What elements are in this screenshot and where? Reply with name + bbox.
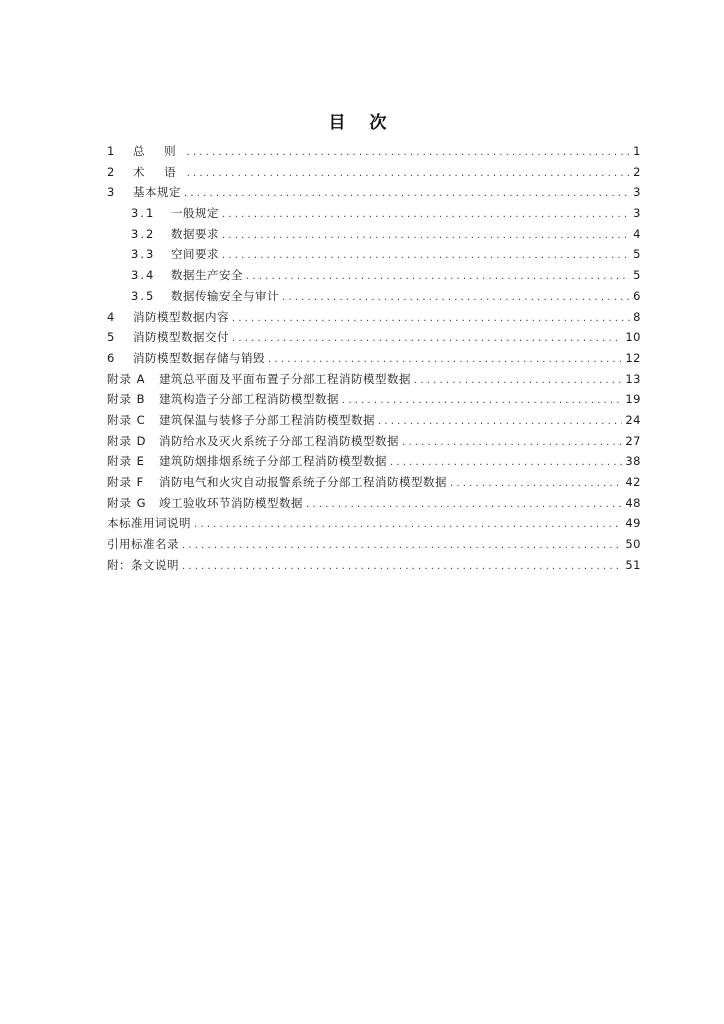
toc-dot-leader [232, 309, 630, 330]
toc-dot-leader [182, 557, 622, 578]
toc-page-number: 19 [625, 392, 641, 407]
toc-entry [107, 389, 641, 410]
toc-entry-title: 引用标准名录 [107, 537, 179, 552]
toc-entry-number: 附录 B [107, 392, 146, 407]
toc-entry [107, 327, 641, 348]
toc-dot-leader [246, 267, 630, 288]
toc-entry [107, 472, 641, 493]
toc-page-number: 51 [625, 557, 641, 572]
toc-page-number: 5 [633, 247, 641, 262]
toc-entry [107, 451, 641, 472]
toc-entry [107, 493, 641, 514]
toc-title: 目 次 [328, 113, 396, 133]
toc-entry [107, 141, 641, 162]
toc-page-number: 50 [625, 537, 641, 552]
toc-dot-leader [282, 288, 630, 309]
toc-page-number: 12 [625, 350, 641, 365]
toc-page-number: 24 [625, 412, 641, 427]
toc-entry-title: 建筑总平面及平面布置子分部工程消防模型数据 [159, 371, 411, 386]
toc-entry-number: 3 [107, 185, 116, 200]
toc-entry-title: 总 则 [133, 144, 184, 158]
toc-page-number: 3 [633, 206, 641, 221]
toc-entry-number: 附录 E [107, 454, 145, 469]
toc-entry-title: 数据传输安全与审计 [171, 288, 279, 303]
toc-page-number: 49 [625, 516, 641, 531]
toc-entry-number: 6 [107, 350, 116, 365]
toc-entry-number: 5 [107, 330, 116, 345]
toc-entry-number: 4 [107, 309, 116, 324]
toc-entry-title: 建筑保温与装修子分部工程消防模型数据 [159, 412, 375, 427]
toc-entry [107, 265, 641, 286]
toc-dot-leader [187, 143, 631, 164]
toc-dot-leader [232, 329, 622, 350]
toc-entry-title: 空间要求 [171, 247, 219, 262]
toc-entry-title: 一般规定 [171, 206, 219, 221]
toc-entry-title: 消防给水及灭火系统子分部工程消防模型数据 [159, 433, 399, 448]
toc-entry-number: 3.2 [131, 226, 156, 241]
toc-page-number: 5 [633, 268, 641, 283]
toc-entry-title: 本标准用词说明 [107, 516, 191, 531]
toc-entry [107, 534, 641, 555]
toc-entry-number: 附录 D [107, 433, 147, 448]
toc-entry-title: 附：条文说明 [107, 557, 179, 572]
toc-entry-title: 消防模型数据交付 [133, 330, 229, 345]
toc-entry [107, 555, 641, 576]
toc-entry-number: 3.5 [131, 288, 156, 303]
toc-page-number: 1 [633, 144, 641, 158]
toc-entry [107, 369, 641, 390]
toc-dot-leader [222, 246, 630, 267]
toc-page-number: 27 [625, 433, 641, 448]
toc-page-number: 42 [625, 475, 641, 489]
toc-entry-title: 消防模型数据存储与销毁 [133, 350, 265, 365]
toc-dot-leader [222, 205, 630, 226]
toc-dot-leader [450, 474, 622, 495]
toc-entry-number: 3.4 [131, 268, 156, 283]
toc-dot-leader [222, 226, 630, 247]
toc-page-number: 4 [633, 226, 641, 241]
toc-dot-leader [390, 453, 622, 474]
toc-page-number: 8 [633, 309, 641, 324]
toc-entry-title: 消防电气和火灾自动报警系统子分部工程消防模型数据 [159, 475, 447, 489]
toc-dot-leader [306, 495, 622, 516]
toc-entry-number: 3.1 [131, 206, 156, 221]
toc-entry [107, 224, 641, 245]
toc-page-number: 13 [625, 371, 641, 386]
toc-entry [107, 182, 641, 203]
toc-entry-number: 附录 G [107, 495, 147, 510]
toc-entry [107, 307, 641, 328]
toc-entry-title: 竣工验收环节消防模型数据 [159, 495, 303, 510]
toc-entry-title: 建筑构造子分部工程消防模型数据 [159, 392, 339, 407]
toc-entry [107, 410, 641, 431]
toc-entry [107, 431, 641, 452]
toc-entry-number: 附录 C [107, 412, 146, 427]
toc-entry-title: 术 语 [133, 164, 184, 179]
toc-entry-title: 建筑防烟排烟系统子分部工程消防模型数据 [159, 454, 387, 469]
toc-page-number: 10 [625, 330, 641, 345]
toc-page-number: 38 [625, 454, 641, 469]
toc-entry [107, 162, 641, 183]
toc-page-number: 48 [625, 495, 641, 510]
toc-entry-title: 基本规定 [133, 185, 181, 200]
toc-entry-title: 数据生产安全 [171, 268, 243, 283]
toc-dot-leader [184, 184, 630, 205]
toc-dot-leader [268, 350, 622, 371]
toc-entry [107, 244, 641, 265]
toc-entry-number: 附录 F [107, 475, 145, 489]
toc-entry [107, 203, 641, 224]
toc-dot-leader [342, 391, 622, 412]
toc-dot-leader [187, 164, 631, 185]
toc-dot-leader [402, 433, 622, 454]
toc-entry [107, 513, 641, 534]
toc-entry-title: 数据要求 [171, 226, 219, 241]
toc-entry-number: 2 [107, 164, 116, 179]
toc-list [107, 141, 641, 575]
toc-entry-number: 附录 A [107, 371, 146, 386]
toc-dot-leader [182, 536, 622, 557]
toc-entry [107, 348, 641, 369]
toc-page-number: 2 [633, 164, 641, 179]
toc-entry [107, 286, 641, 307]
toc-page-number: 3 [633, 185, 641, 200]
toc-dot-leader [378, 412, 622, 433]
toc-entry-title: 消防模型数据内容 [133, 309, 229, 324]
toc-entry-number: 1 [107, 144, 116, 158]
toc-page-number: 6 [633, 288, 641, 303]
toc-dot-leader [194, 515, 622, 536]
toc-dot-leader [414, 371, 622, 392]
toc-entry-number: 3.3 [131, 247, 156, 262]
